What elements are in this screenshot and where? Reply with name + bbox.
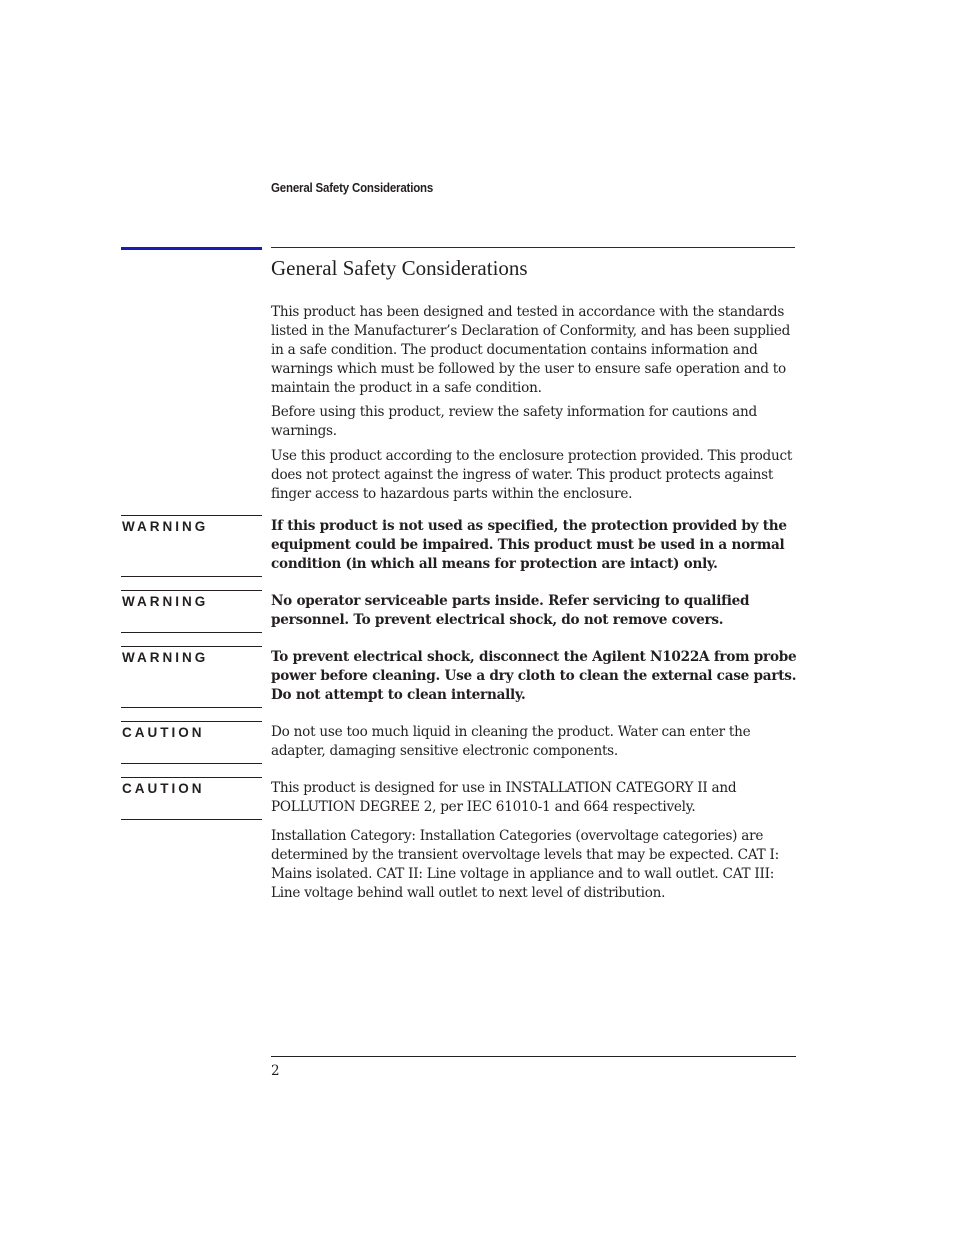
notice-text-warning: If this product is not used as specified, the protection provided by the equipment could be impaired. This product must be used in a normal condition (in which all means for protection are intact) only. (271, 518, 787, 572)
paragraph-installation-category: Installation Category: Installation Categories (overvoltage categories) are determined by the transient overvoltage levels that may be expected. CAT I: Mains isolated. CAT II: Line voltage in appliance and to wall outlet. CAT III: Line voltage behind wall outlet to next level of distribution. (271, 828, 779, 901)
notice-rule-top (121, 590, 262, 591)
notice-rule-top (121, 515, 262, 516)
notice-text-warning: To prevent electrical shock, disconnect the Agilent N1022A from probe power before cleaning. Use a dry cloth to clean the external case parts. Do not attempt to clean internally. (271, 649, 797, 703)
notice-label-warning: WARNING (122, 594, 209, 609)
page-number: 2 (271, 1063, 280, 1079)
notice-label-warning: WARNING (122, 519, 209, 534)
notice-rule-bottom (121, 576, 262, 577)
paragraph-intro: This product has been designed and tested in accordance with the standards listed in the Manufacturer’s Declaration of Conformity, and has been supplied in a safe condition. The product documentation contains information and warnings which must be followed by the user to ensure safe operation and to maintain the product in a safe condition. (271, 304, 791, 396)
notice-rule-top (121, 777, 262, 778)
notice-label-caution: CAUTION (122, 725, 205, 740)
section-rule-right (271, 247, 795, 248)
notice-rule-bottom (121, 819, 262, 820)
paragraph-enclosure: Use this product according to the enclosure protection provided. This product does not protect against the ingress of water. This product protects against finger access to hazardous parts within the enclosure. (271, 448, 793, 502)
section-title: General Safety Considerations (271, 256, 528, 280)
notice-label-warning: WARNING (122, 650, 209, 665)
notice-text-warning: No operator serviceable parts inside. Refer servicing to qualified personnel. To prevent electrical shock, do not remove covers. (271, 593, 750, 628)
notice-rule-top (121, 721, 262, 722)
notice-rule-bottom (121, 707, 262, 708)
notice-rule-bottom (121, 632, 262, 633)
paragraph-review: Before using this product, review the safety information for cautions and warnings. (271, 404, 757, 439)
footer-rule (271, 1056, 796, 1057)
notice-label-caution: CAUTION (122, 781, 205, 796)
running-header: General Safety Considerations (271, 181, 434, 195)
notice-text-caution: Do not use too much liquid in cleaning the product. Water can enter the adapter, damaging sensitive electronic components. (271, 724, 751, 759)
notice-rule-top (121, 646, 262, 647)
notice-rule-bottom (121, 763, 262, 764)
section-rule-left (121, 247, 262, 250)
notice-text-caution: This product is designed for use in INSTALLATION CATEGORY II and POLLUTION DEGREE 2, per IEC 61010-1 and 664 respectively. (271, 780, 737, 815)
